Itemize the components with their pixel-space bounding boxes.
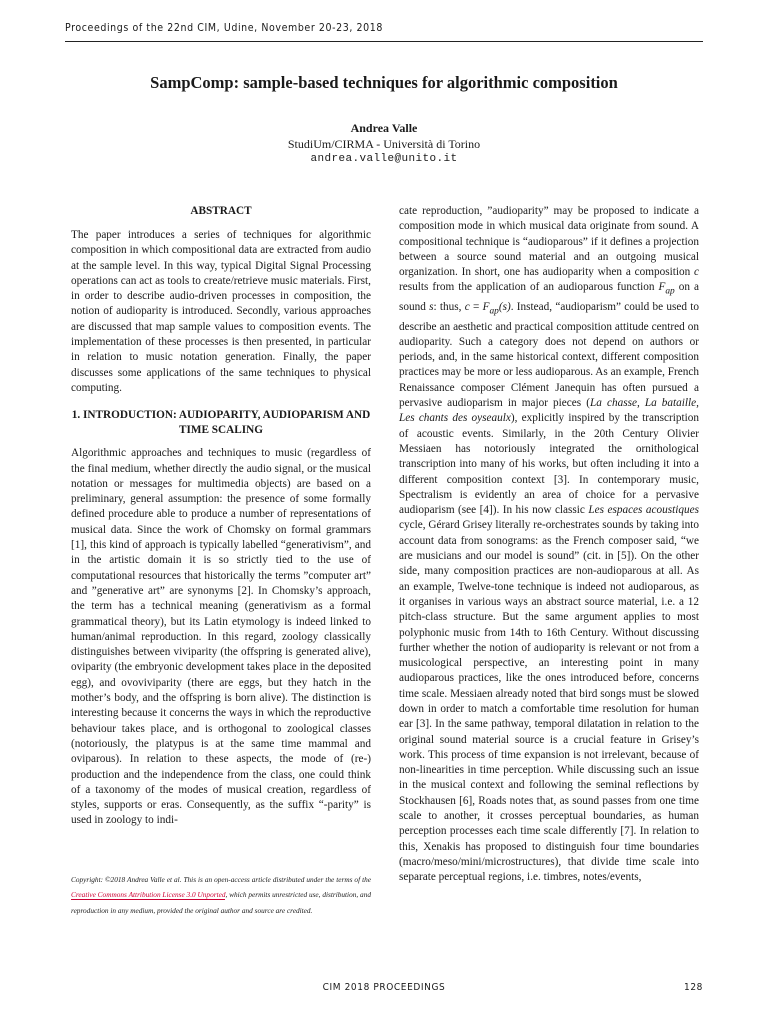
author-name: Andrea Valle	[350, 121, 418, 135]
section-1-paragraph-right: cate reproduction, ”audioparity” may be proposed to indicate a composition mode in which musical data originate from sound. A compositional technique is “audioparous” if it defines a projection between a source sound material and an outgoing musical organization. In short, one has audioparity when a composition c results from the application of an audioparous function $F_{ap}$ on a sound s: thus, $c = F_{ap}(s)$. Instead, “audioparism” could be used to describe an aesthetic and practical composition attitude centred on audioparity. Such a category does not depend on authors or periods, and, in the same historical context, different composition practices may be more or less audioparous. As an example, French Renaissance composer Clément Janequin has often pursued a pervasive audioparism in major pieces (La chasse, La bataille, Les chants des oyseaulx), explicitly inspired by the transcription of acoustic events. Similarly, in the 20th Century Olivier Messiaen has notoriously integrated the ornithological transcription into many of his works, but often including it into a different composition context [3]. In contemporary music, Spectralism is evidently an area of choice for a pervasive audioparism (see [4]). In his now classic Les espaces acoustiques cycle, Gérard Grisey literally re-orchestrates sounds by taking into account data from sonograms: as the French composer said, “we are musicians and our model is sound” (cit. in [5]). On the other side, many composition practices are non-audioparous at all. As an example, Twelve-tone technique is indeed not audioparous, as it organises in various ways an abstract source material, i.e. a 12 pitch-class structure. But the same argument applies to most polyphonic music from 14th to 16th Century. Without discussing further whether the notion of audioparity is relevant or not from a musicological perspective, an interesting point in many audioparous practices, like the ones introduced before, concerns time scale. Messiaen already noted that bird songs must be slowed down in order to match a comfortable time resolution for human ear [3]. In the same pathway, temporal dilatation in relation to the original sound material source is a crucial feature in Grisey’s work. This process of time expansion is not irrelevant, because of non-linearities in time perception. While discussing such an issue in the musical context and following the seminal reflections by Stockhausen [6], Roads notes that, as sound passes from one time scale to another, it crosses perceptual boundaries, as human perception processes each time scale differently [7]. In relation to this, Xenakis has proposed to distinguish four time boundaries (macro/meso/mini/microstructures), that divide time scale into separate perceptual regions, i.e. timbres, notes/events,	[399, 205, 699, 884]
footer-proceedings: CIM 2018 PROCEEDINGS	[322, 982, 446, 993]
paper-title: SampComp: sample-based techniques for algorithmic composition	[150, 73, 618, 92]
header-rule	[65, 41, 703, 42]
math-var-F: F	[658, 281, 666, 294]
math-eq-F: F	[482, 301, 490, 314]
grisey-work: Les espaces acoustiques	[588, 504, 699, 517]
page-number: 128	[684, 982, 703, 993]
abstract-heading: ABSTRACT	[190, 205, 252, 217]
abstract-text: The paper introduces a series of techniques for algorithmic composition in which compositional data are extracted from audio at the sample level. In this way, typical Digital Signal Processing operations can act as tools to create/retrieve music materials. First, in order to describe audio-driven processes in composition, the notion of audioparity is introduced. Secondly, various approaches are discussed that map sample values to composition events. The implementation of these processes is then presented, in particular in relation to music notation generation. Finally, the paper discusses some applications of the same techniques to physical computing.	[71, 229, 371, 394]
math-eq-arg: (s)	[498, 301, 511, 314]
author-affiliation: StudiUm/CIRMA - Università di Torino	[287, 137, 481, 151]
section-1-heading: 1. INTRODUCTION: AUDIOPARITY, AUDIOPARISM AND TIME SCALING	[71, 409, 371, 437]
license-link[interactable]: Creative Commons Attribution License 3.0 Unported	[71, 890, 226, 900]
right-column	[399, 204, 699, 892]
math-var-s: s	[429, 301, 434, 314]
author-email: andrea.valle@unito.it	[310, 153, 458, 165]
janequin-works: La chasse, La bataille, Les chants des oyseaulx	[399, 397, 699, 425]
copyright-footnote: Copyright: ©2018 Andrea Valle et al. This is an open-access article distributed under the terms of the Creative Commons Attribution License 3.0 Unported, which permits unrestricted use, distribution, and reproduction in any medium, provided the original author and source are credited.	[71, 875, 371, 915]
running-head: Proceedings of the 22nd CIM, Udine, November 20-23, 2018	[65, 22, 383, 34]
math-eq-c: c	[464, 301, 470, 314]
left-column	[71, 204, 371, 835]
section-1-paragraph-left: Algorithmic approaches and techniques to music (regardless of the final medium, whether directly the audio signal, or the musical notation or messages for multimedia objects) are based on a preliminary, general assumption: the presence of some formally defined procedure able to produce a number of representations of musical data. Since the work of Chomsky on formal grammars [1], this kind of approach is typically labelled “generativism”, and in the artistic domain it is so strictly tied to the use of computational resources that historically the terms ”computer art” and ”generative art” are synonyms [2]. In Chomsky’s approach, the term has a technical meaning (generativism as a formal grammatical theory), but its Latin etymology is indeed linked to human/animal reproduction. In this regard, zoology classically distinguishes between viviparity (the offspring is generated alive), oviparity (the embryonic development takes place in the deposited egg), and ovoviviparity (there are eggs, but they hatch in the mother’s body, and the offspring is born alive). The distinction is interesting because it concerns the ways in which the reproductive behaviour takes place, and is orthogonal to zoological classes (notoriously, the platypus is at the same time mammal and oviparous). In relation to these aspects, the mode of (re-) production and the independence from the class, one could think of a taxonomy of the modes of musical creation, regardless of styles, supports or eras. Consequently, as the suffix “-parity” is used in zoology to indi-	[71, 447, 371, 827]
math-var-c: c	[694, 266, 699, 279]
